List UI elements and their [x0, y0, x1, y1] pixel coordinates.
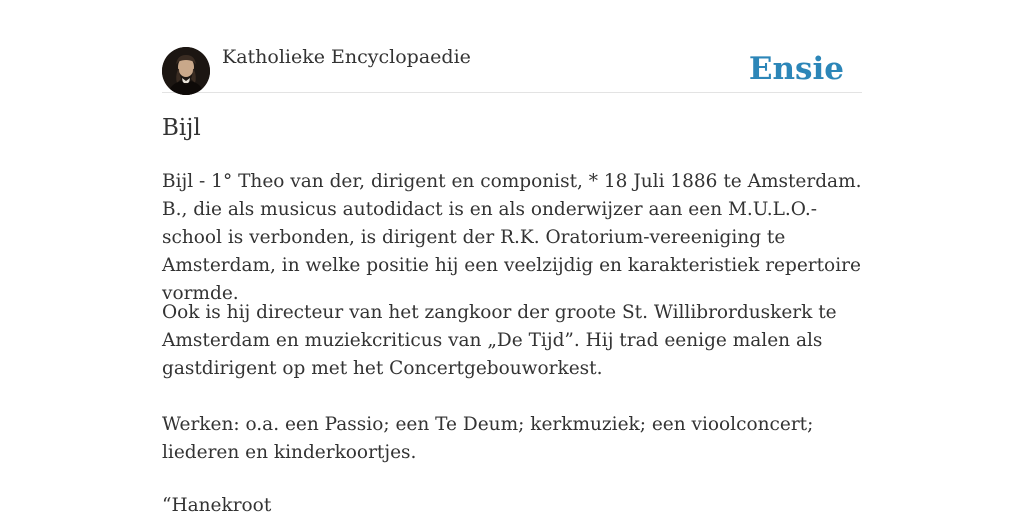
article-paragraph: Bijl - 1° Theo van der, dirigent en componist, * 18 Juli 1886 te Amsterdam. B., die als musicus autodidact is en als onderwijzer aan een M.U.L.O.-school is verbonden, is dirigent der R.K. Oratorium-vereeniging te Amsterdam, in welke positie hij een veelzijdig en karakteristiek repertoire vormde.: [162, 171, 862, 304]
article-paragraph: “Hanekroot: [162, 495, 272, 516]
article-paragraph: Ook is hij directeur van het zangkoor der groote St. Willibrorduskerk te Amsterdam en muziekcriticus van „De Tijd”. Hij trad eenige malen als gastdirigent op met het Concertgebouworkest.: [162, 302, 837, 379]
brand-logo[interactable]: Ensie: [748, 51, 844, 87]
source-name[interactable]: Katholieke Encyclopaedie: [222, 46, 471, 68]
header: [162, 46, 862, 93]
article-paragraph: Werken: o.a. een Passio; een Te Deum; kerkmuziek; een vioolconcert; liederen en kinderkoortjes.: [162, 414, 814, 463]
article-title: Bijl: [162, 115, 201, 141]
source-avatar[interactable]: [162, 47, 210, 95]
portrait-icon: [162, 47, 210, 95]
